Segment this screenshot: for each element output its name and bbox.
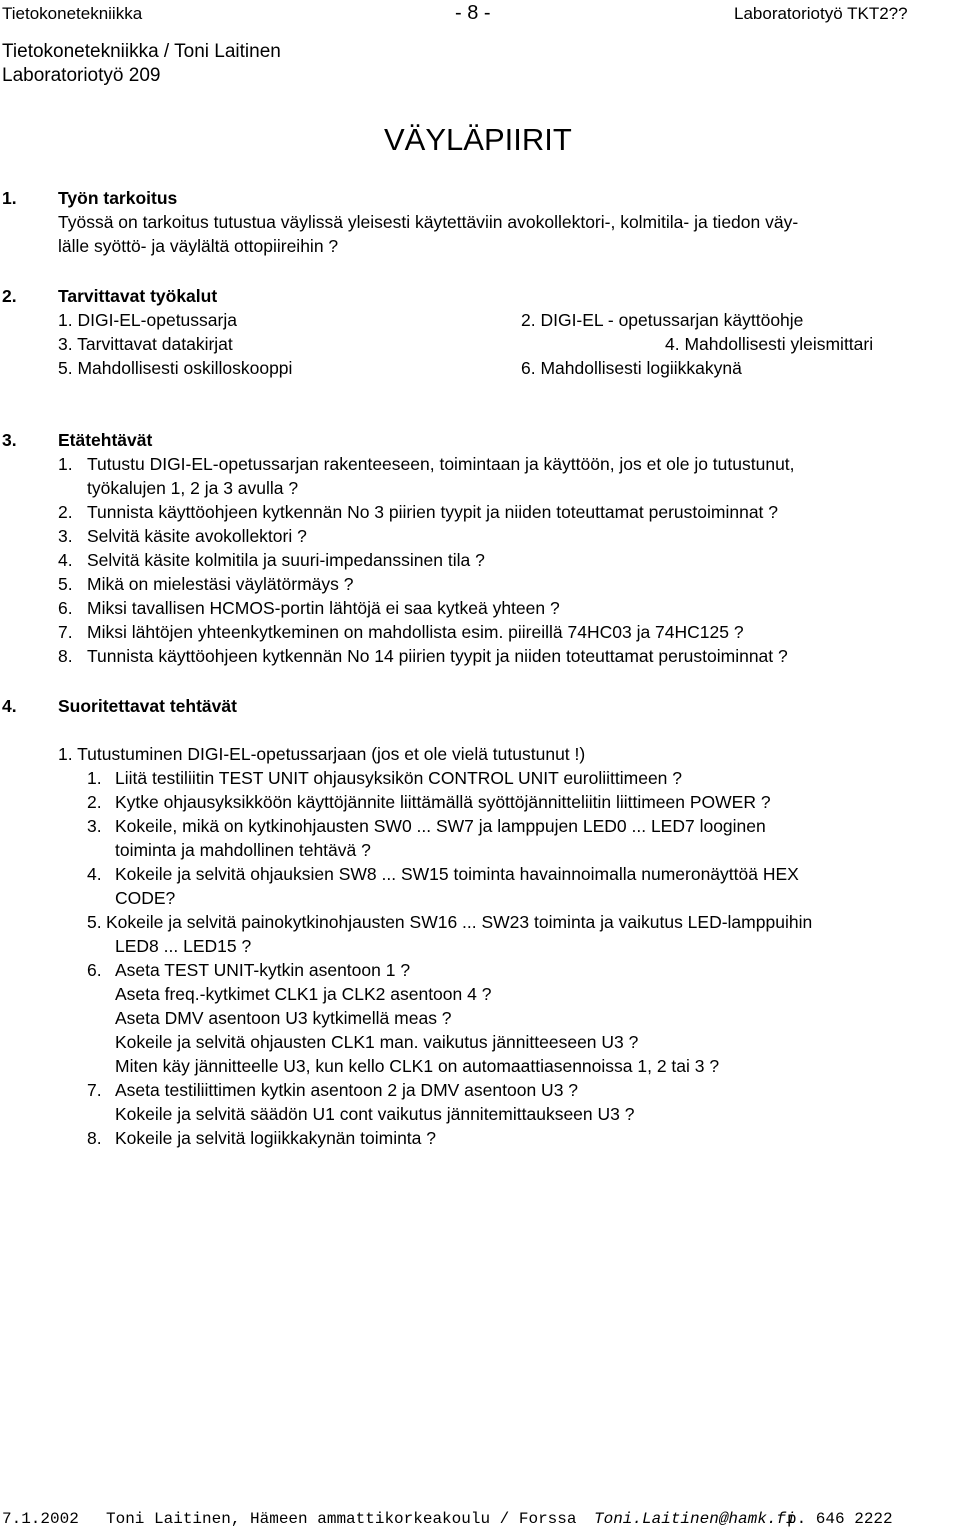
section-4-number: 4. [2, 696, 17, 716]
list-item-number: 3. [58, 526, 73, 546]
header-right: Laboratoriotyö TKT2?? [734, 4, 908, 23]
step-line: Kokeile ja selvitä painokytkinohjausten SW16 ... SW23 toiminta ja vaikutus LED-lamppuihin [106, 912, 813, 932]
step-line: Kokeile, mikä on kytkinohjausten SW0 ... SW7 ja lamppujen LED0 ... LED7 looginen [115, 816, 766, 836]
section-3-number: 3. [2, 430, 17, 450]
step-line: Aseta DMV asentoon U3 kytkimellä meas ? [115, 1008, 452, 1028]
list-item: Miksi tavallisen HCMOS-portin lähtöjä ei saa kytkeä yhteen ? [87, 598, 560, 618]
list-item: Tutustu DIGI-EL-opetussarjan rakenteeseen, toimintaan ja käyttöön, jos et ole jo tutustunut, [87, 454, 795, 474]
footer-author: Toni Laitinen, Hämeen ammattikorkeakoulu / Forssa [106, 1510, 577, 1528]
tool-item: 3. Tarvittavat datakirjat [58, 334, 233, 354]
step-number: 3. [87, 816, 102, 836]
footer-date: 7.1.2002 [2, 1510, 79, 1528]
step-line: Miten käy jännitteelle U3, kun kello CLK1 on automaattiasennoissa 1, 2 tai 3 ? [115, 1056, 720, 1076]
tool-item: 2. DIGI-EL - opetussarjan käyttöohje [521, 310, 804, 330]
step-number: 4. [87, 864, 102, 884]
footer-phone: p. 646 2222 [787, 1510, 893, 1528]
tool-item: 5. Mahdollisesti oskilloskooppi [58, 358, 293, 378]
list-item-number: 1. [58, 454, 73, 474]
list-item-number: 2. [58, 502, 73, 522]
list-item: Tunnista käyttöohjeen kytkennän No 3 piirien tyypit ja niiden toteuttamat perustoiminnat ? [87, 502, 779, 522]
step-line: Kytke ohjausyksikköön käyttöjännite liittämällä syöttöjännitteliitin liittimeen POWER ? [115, 792, 771, 812]
section-3-heading: Etätehtävät [58, 430, 153, 450]
step-number: 7. [87, 1080, 102, 1100]
step-line: Aseta TEST UNIT-kytkin asentoon 1 ? [115, 960, 411, 980]
course-author: Tietokonetekniikka / Toni Laitinen [2, 41, 281, 62]
step-line: Liitä testiliitin TEST UNIT ohjausyksikön CONTROL UNIT euroliittimeen ? [115, 768, 682, 788]
step-number: 5. [87, 912, 102, 932]
step-line: toiminta ja mahdollinen tehtävä ? [115, 840, 371, 860]
step-line: Kokeile ja selvitä säädön U1 cont vaikutus jännitemittaukseen U3 ? [115, 1104, 635, 1124]
list-item: Mikä on mielestäsi väylätörmäys ? [87, 574, 354, 594]
tool-item: 4. Mahdollisesti yleismittari [665, 334, 874, 354]
list-item: työkalujen 1, 2 ja 3 avulla ? [87, 478, 299, 498]
list-item: Miksi lähtöjen yhteenkytkeminen on mahdollista esim. piireillä 74HC03 ja 74HC125 ? [87, 622, 744, 642]
list-item-number: 8. [58, 646, 73, 666]
list-item-number: 4. [58, 550, 73, 570]
lab-number: Laboratoriotyö 209 [2, 65, 161, 86]
header-left: Tietokonetekniikka [2, 4, 143, 23]
step-line: Kokeile ja selvitä logiikkakynän toiminta ? [115, 1128, 436, 1148]
section-1-heading: Työn tarkoitus [58, 188, 178, 208]
section-2-heading: Tarvittavat työkalut [58, 286, 218, 306]
page-number: - 8 - [455, 2, 491, 24]
list-item-number: 5. [58, 574, 73, 594]
subsection-intro: 1. Tutustuminen DIGI-EL-opetussarjaan (jos et ole vielä tutustunut !) [58, 744, 586, 764]
page-title: VÄYLÄPIIRIT [384, 122, 572, 157]
section-2-number: 2. [2, 286, 17, 306]
list-item: Tunnista käyttöohjeen kytkennän No 14 piirien tyypit ja niiden toteuttamat perustoiminnat ? [87, 646, 788, 666]
step-line: Aseta testiliittimen kytkin asentoon 2 ja DMV asentoon U3 ? [115, 1080, 579, 1100]
list-item-number: 7. [58, 622, 73, 642]
step-number: 1. [87, 768, 102, 788]
step-number: 2. [87, 792, 102, 812]
step-line: Kokeile ja selvitä ohjauksien SW8 ... SW15 toiminta havainnoimalla numeronäyttöä HEX [115, 864, 799, 884]
step-line: LED8 ... LED15 ? [115, 936, 252, 956]
tool-item: 6. Mahdollisesti logiikkakynä [521, 358, 742, 378]
section-1-line: lälle syöttö- ja väylältä ottopiireihin ? [58, 236, 339, 256]
step-line: CODE? [115, 888, 176, 908]
section-1-number: 1. [2, 188, 17, 208]
section-4-heading: Suoritettavat tehtävät [58, 696, 237, 716]
list-item: Selvitä käsite kolmitila ja suuri-impedanssinen tila ? [87, 550, 485, 570]
step-number: 8. [87, 1128, 102, 1148]
step-line: Aseta freq.-kytkimet CLK1 ja CLK2 asentoon 4 ? [115, 984, 492, 1004]
list-item-number: 6. [58, 598, 73, 618]
step-number: 6. [87, 960, 102, 980]
section-1-line: Työssä on tarkoitus tutustua väylissä yleisesti käytettäviin avokollektori-, kolmitila- ja tiedon väy- [58, 212, 799, 232]
list-item: Selvitä käsite avokollektori ? [87, 526, 307, 546]
tool-item: 1. DIGI-EL-opetussarja [58, 310, 237, 330]
footer-email[interactable]: Toni.Laitinen@hamk.fi [594, 1510, 796, 1528]
step-line: Kokeile ja selvitä ohjausten CLK1 man. vaikutus jännitteeseen U3 ? [115, 1032, 639, 1052]
